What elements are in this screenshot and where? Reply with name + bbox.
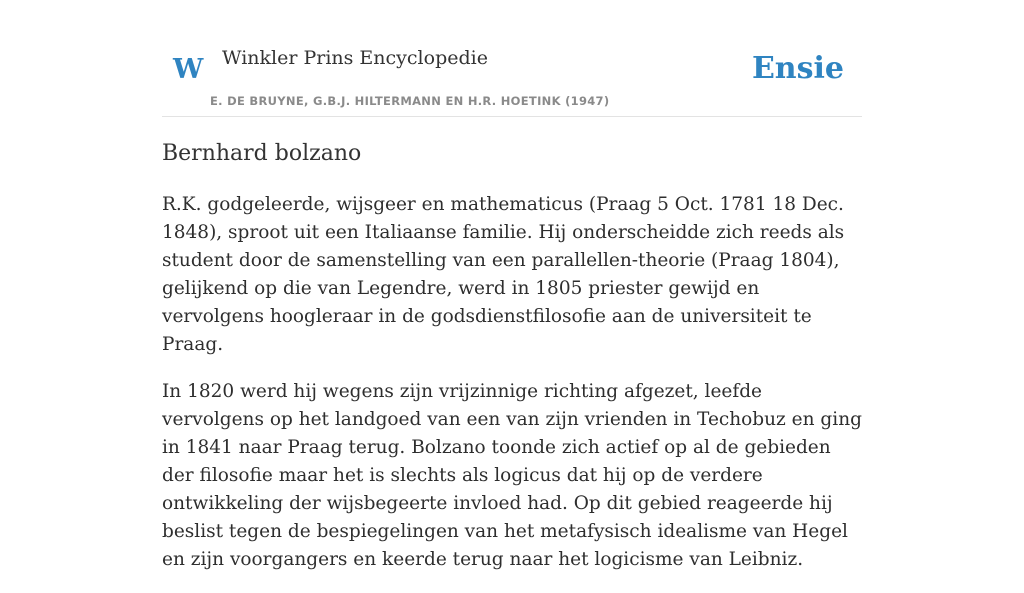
article-paragraph: In 1820 werd hij wegens zijn vrijzinnige richting afgezet, leefde vervolgens op het landgoed van een van zijn vrienden in Techobuz en ging in 1841 naar Praag terug. Bolzano toonde zich actief op al de gebieden der filosofie maar het is slechts als logicus dat hij op de verdere ontwikkeling der wijsbegeerte invloed had. Op dit gebied reageerde hij beslist tegen de bespiegelingen van het metafysisch idealisme van Hegel en zijn voorgangers en keerde terug naar het logicisme van Leibniz. bbox=[162, 381, 862, 570]
ensie-brand-link[interactable]: Ensie bbox=[751, 51, 844, 86]
article-paragraph: R.K. godgeleerde, wijsgeer en mathematicus (Praag 5 Oct. 1781 18 Dec. 1848), sproot uit een Italiaanse familie. Hij onderscheidde zich reeds als student door de samenstelling van een parallellen-theorie (Praag 1804), gelijkend op die van Legendre, werd in 1805 priester gewijd en vervolgens hoogleraar in de godsdienstfilosofie aan de universiteit te Praag. bbox=[162, 194, 845, 355]
article-body bbox=[162, 191, 862, 593]
article-title: Bernhard bolzano bbox=[162, 141, 362, 166]
source-title[interactable]: Winkler Prins Encyclopedie bbox=[222, 47, 488, 69]
winkler-prins-logo: W bbox=[173, 54, 204, 85]
source-header bbox=[162, 0, 862, 117]
source-authors: E. DE BRUYNE, G.B.J. HILTERMANN EN H.R. HOETINK (1947) bbox=[210, 94, 610, 108]
